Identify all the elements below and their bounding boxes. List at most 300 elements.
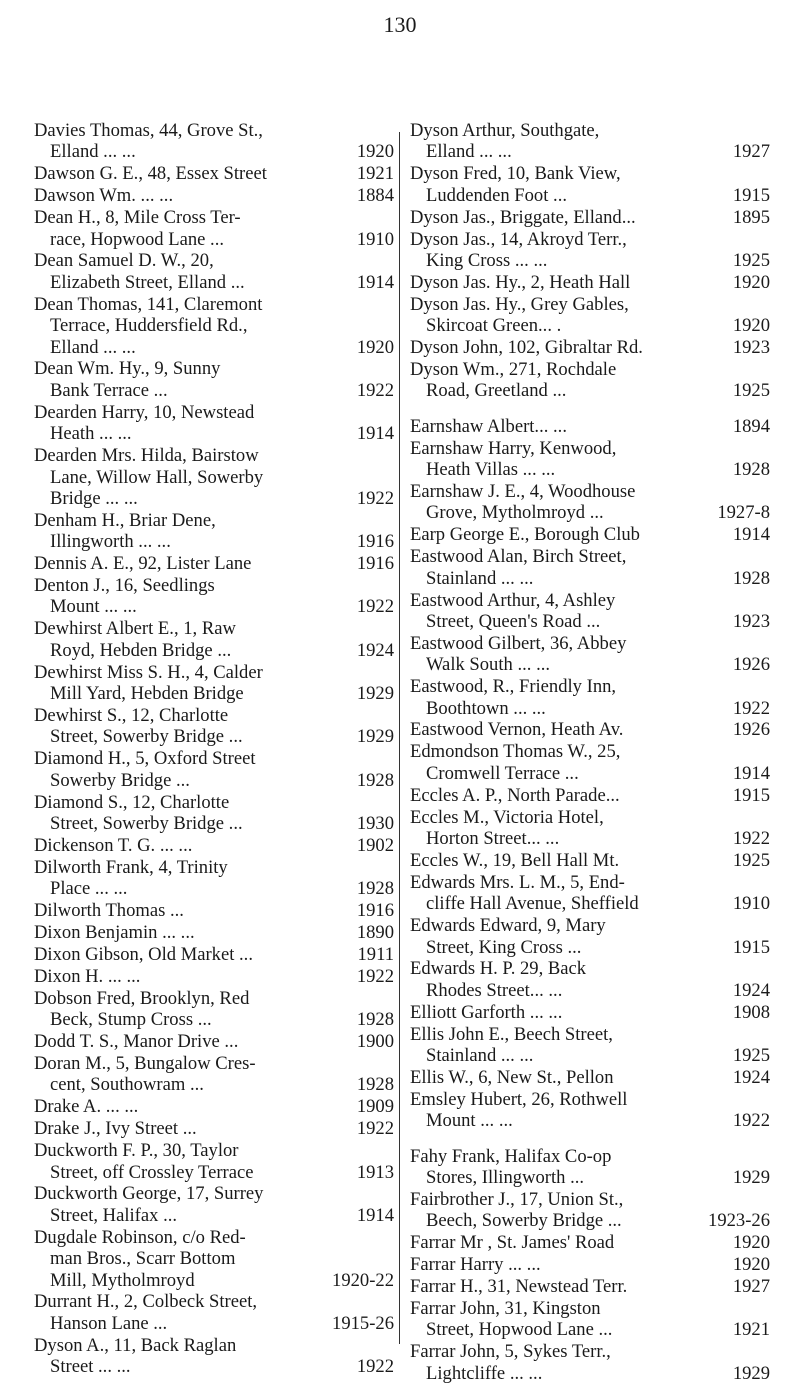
entry-text: Eccles W., 19, Bell Hall Mt. bbox=[410, 849, 620, 871]
directory-entry bbox=[34, 792, 394, 835]
directory-entry bbox=[34, 944, 394, 965]
entry-line bbox=[410, 359, 770, 380]
directory-entry bbox=[410, 1024, 770, 1067]
entry-text: Dawson G. E., 48, Essex Street bbox=[34, 163, 267, 185]
entry-text: Dawson Wm. ... ... bbox=[34, 185, 174, 207]
entry-year: 1927-8 bbox=[717, 502, 770, 524]
entry-line bbox=[34, 878, 394, 899]
entry-text: Illingworth ... ... bbox=[50, 531, 171, 553]
directory-entry bbox=[410, 1254, 770, 1275]
entry-line bbox=[410, 294, 770, 315]
entry-year: 1930 bbox=[356, 813, 394, 834]
entry-text: Elliott Garforth ... ... bbox=[410, 1001, 563, 1023]
directory-entry bbox=[410, 229, 770, 272]
entry-text: Denton J., 16, Seedlings bbox=[34, 575, 215, 597]
entry-line bbox=[410, 1232, 770, 1253]
entry-line bbox=[410, 1045, 770, 1066]
entry-line bbox=[410, 481, 770, 502]
entry-year: 1915 bbox=[732, 784, 770, 806]
directory-entry bbox=[34, 1053, 394, 1096]
directory-entry bbox=[410, 872, 770, 915]
directory-entry bbox=[410, 1341, 770, 1384]
entry-line bbox=[34, 900, 394, 921]
entry-text: race, Hopwood Lane ... bbox=[50, 228, 224, 250]
directory-entry bbox=[410, 958, 770, 1001]
entry-text: Farrar John, 31, Kingston bbox=[410, 1298, 601, 1320]
entry-text: Royd, Hebden Bridge ... bbox=[50, 639, 232, 661]
entry-line bbox=[410, 416, 770, 437]
entry-line bbox=[34, 640, 394, 661]
entry-year: 1921 bbox=[356, 163, 394, 185]
entry-text: Dyson Arthur, Southgate, bbox=[410, 120, 600, 141]
entry-line bbox=[34, 1356, 394, 1377]
directory-entry bbox=[410, 294, 770, 337]
entry-text: Dixon H. ... ... bbox=[34, 965, 141, 987]
entry-text: Dyson Jas. Hy., Grey Gables, bbox=[410, 293, 629, 315]
entry-line bbox=[34, 315, 394, 336]
entry-year: 1929 bbox=[356, 683, 394, 705]
directory-entry bbox=[34, 900, 394, 921]
entry-text: cliffe Hall Avenue, Sheffield bbox=[426, 893, 639, 915]
entry-text: Dyson Wm., 271, Rochdale bbox=[410, 358, 617, 380]
directory-entry bbox=[34, 1096, 394, 1117]
entry-line bbox=[410, 785, 770, 806]
directory-entry bbox=[410, 1146, 770, 1189]
directory-entry bbox=[410, 359, 770, 402]
entry-year: 1914 bbox=[732, 524, 770, 546]
entry-year: 1920 bbox=[732, 1232, 770, 1254]
entry-line bbox=[34, 531, 394, 552]
entry-year: 1915 bbox=[732, 184, 770, 206]
entry-year: 1915-26 bbox=[332, 1312, 394, 1334]
entry-line bbox=[34, 1313, 394, 1334]
entry-year: 1927 bbox=[732, 1276, 770, 1298]
entry-text: Dearden Mrs. Hilda, Bairstow bbox=[34, 445, 259, 467]
entry-line bbox=[34, 294, 394, 315]
entry-text: Farrar John, 5, Sykes Terr., bbox=[410, 1341, 611, 1363]
entry-line bbox=[410, 980, 770, 1001]
entry-line bbox=[34, 207, 394, 228]
entry-line bbox=[410, 337, 770, 358]
entry-text: Grove, Mytholmroyd ... bbox=[426, 502, 604, 524]
entry-text: Dyson Jas. Hy., 2, Heath Hall bbox=[410, 271, 631, 293]
page-number: 130 bbox=[383, 12, 417, 37]
entry-text: Lane, Willow Hall, Sowerby bbox=[50, 466, 264, 488]
entry-year: 1928 bbox=[356, 878, 394, 900]
entry-year: 1925 bbox=[732, 1045, 770, 1067]
entry-year: 1929 bbox=[732, 1362, 770, 1384]
entry-text: Beck, Stump Cross ... bbox=[50, 1009, 212, 1031]
directory-entry bbox=[34, 618, 394, 661]
entry-text: Ellis John E., Beech Street, bbox=[410, 1023, 613, 1045]
entry-line bbox=[34, 185, 394, 206]
directory-entry bbox=[34, 748, 394, 791]
entry-line bbox=[410, 163, 770, 184]
entry-year: 1894 bbox=[732, 415, 770, 437]
entry-text: Edmondson Thomas W., 25, bbox=[410, 741, 621, 763]
directory-entry bbox=[410, 915, 770, 958]
entry-text: Dodd T. S., Manor Drive ... bbox=[34, 1031, 239, 1053]
entry-text: Lightcliffe ... ... bbox=[426, 1362, 543, 1384]
entry-line bbox=[410, 272, 770, 293]
entry-year: 1910 bbox=[732, 893, 770, 915]
entry-year: 1916 bbox=[356, 553, 394, 575]
directory-entry bbox=[34, 163, 394, 184]
entry-line bbox=[410, 1110, 770, 1131]
entry-year: 1913 bbox=[356, 1161, 394, 1183]
entry-year: 1922 bbox=[732, 1110, 770, 1132]
directory-entry bbox=[410, 590, 770, 633]
entry-line bbox=[34, 726, 394, 747]
entry-year: 1920 bbox=[356, 141, 394, 163]
entry-line bbox=[410, 590, 770, 611]
entry-year: 1914 bbox=[356, 423, 394, 445]
entry-line bbox=[34, 380, 394, 401]
entry-line bbox=[34, 857, 394, 878]
entry-year: 1920-22 bbox=[332, 1269, 394, 1291]
directory-entry bbox=[410, 1276, 770, 1297]
entry-line bbox=[34, 467, 394, 488]
entry-line bbox=[34, 1118, 394, 1139]
entry-line bbox=[410, 1167, 770, 1188]
entry-line bbox=[410, 763, 770, 784]
entry-text: Dewhirst Miss S. H., 4, Calder bbox=[34, 661, 263, 683]
entry-year: 1914 bbox=[732, 762, 770, 784]
entry-line bbox=[410, 654, 770, 675]
entry-line bbox=[410, 633, 770, 654]
entry-text: Earp George E., Borough Club bbox=[410, 524, 640, 546]
directory-entry bbox=[34, 988, 394, 1031]
entry-line bbox=[410, 937, 770, 958]
entry-year: 1922 bbox=[356, 487, 394, 509]
entry-line bbox=[410, 1363, 770, 1384]
entry-text: Place ... ... bbox=[50, 878, 128, 900]
entry-text: Mill, Mytholmroyd bbox=[50, 1269, 195, 1291]
directory-entry bbox=[410, 1089, 770, 1132]
directory-entry bbox=[34, 185, 394, 206]
entry-line bbox=[34, 575, 394, 596]
entry-line bbox=[34, 553, 394, 574]
entry-text: Street, Hopwood Lane ... bbox=[426, 1319, 613, 1341]
entry-text: Luddenden Foot ... bbox=[426, 184, 567, 206]
entry-line bbox=[34, 835, 394, 856]
entry-text: Dean Wm. Hy., 9, Sunny bbox=[34, 358, 221, 380]
entry-text: Diamond S., 12, Charlotte bbox=[34, 791, 230, 813]
entry-line bbox=[34, 1009, 394, 1030]
entry-text: Dennis A. E., 92, Lister Lane bbox=[34, 553, 252, 575]
entry-year: 1922 bbox=[356, 1118, 394, 1140]
entry-line bbox=[410, 1254, 770, 1275]
entry-text: Dean Samuel D. W., 20, bbox=[34, 250, 214, 272]
entry-text: Street, Sowerby Bridge ... bbox=[50, 813, 243, 834]
entry-year: 1902 bbox=[356, 834, 394, 856]
entry-line bbox=[410, 1089, 770, 1110]
entry-year: 1928 bbox=[732, 459, 770, 481]
entry-year: 1926 bbox=[732, 654, 770, 676]
entry-line bbox=[410, 915, 770, 936]
entry-year: 1927 bbox=[732, 141, 770, 163]
entry-year: 1925 bbox=[732, 249, 770, 271]
entry-year: 1920 bbox=[732, 271, 770, 293]
entry-text: Mount ... ... bbox=[50, 596, 137, 618]
entry-text: Edwards Mrs. L. M., 5, End- bbox=[410, 871, 625, 893]
entry-text: Elizabeth Street, Elland ... bbox=[50, 271, 245, 293]
entry-year: 1916 bbox=[356, 900, 394, 922]
entry-year: 1925 bbox=[732, 380, 770, 402]
entry-line bbox=[34, 445, 394, 466]
entry-text: Cromwell Terrace ... bbox=[426, 762, 579, 784]
entry-line bbox=[34, 662, 394, 683]
entry-year: 1921 bbox=[732, 1319, 770, 1341]
entry-line bbox=[410, 1298, 770, 1319]
directory-entry bbox=[410, 850, 770, 871]
entry-text: Eastwood Gilbert, 36, Abbey bbox=[410, 632, 627, 654]
entry-text: Skircoat Green... . bbox=[426, 315, 562, 337]
entry-text: Dilworth Frank, 4, Trinity bbox=[34, 856, 228, 878]
entry-line bbox=[34, 705, 394, 726]
entry-line bbox=[410, 250, 770, 271]
directory-entry bbox=[34, 835, 394, 856]
entry-line bbox=[410, 1319, 770, 1340]
entry-line bbox=[410, 502, 770, 523]
directory-entry bbox=[34, 1335, 394, 1378]
entry-line bbox=[410, 459, 770, 480]
entry-year: 1908 bbox=[732, 1001, 770, 1023]
entry-line bbox=[410, 719, 770, 740]
directory-entry bbox=[410, 163, 770, 206]
entry-line bbox=[410, 438, 770, 459]
entry-line bbox=[410, 1067, 770, 1088]
entry-text: Elland ... ... bbox=[426, 141, 512, 163]
entry-text: Dyson A., 11, Back Raglan bbox=[34, 1334, 237, 1356]
directory-entry bbox=[410, 785, 770, 806]
entry-line bbox=[410, 207, 770, 228]
directory-entry bbox=[410, 438, 770, 481]
entry-line bbox=[34, 1140, 394, 1161]
entry-line bbox=[410, 698, 770, 719]
entry-text: Horton Street... ... bbox=[426, 828, 560, 849]
column-divider bbox=[399, 132, 400, 1344]
directory-entry bbox=[410, 546, 770, 589]
entry-year: 1924 bbox=[732, 1066, 770, 1088]
entry-year: 1928 bbox=[356, 769, 394, 791]
entry-line bbox=[410, 850, 770, 871]
entry-year: 1915 bbox=[732, 936, 770, 958]
directory-entry bbox=[34, 966, 394, 987]
directory-entry bbox=[34, 120, 394, 163]
entry-line bbox=[34, 922, 394, 943]
entry-line bbox=[34, 813, 394, 834]
entry-year: 1929 bbox=[356, 726, 394, 748]
entry-line bbox=[34, 1183, 394, 1204]
entry-line bbox=[410, 380, 770, 401]
entry-line bbox=[410, 141, 770, 162]
entry-line bbox=[410, 828, 770, 849]
directory-entry bbox=[34, 1291, 394, 1334]
entry-line bbox=[34, 229, 394, 250]
entry-text: Stores, Illingworth ... bbox=[426, 1167, 585, 1189]
entry-text: Road, Greetland ... bbox=[426, 380, 567, 402]
entry-text: Dixon Gibson, Old Market ... bbox=[34, 943, 253, 965]
directory-entry bbox=[410, 633, 770, 676]
entry-line bbox=[34, 1053, 394, 1074]
directory-entry bbox=[410, 719, 770, 740]
entry-line bbox=[34, 1074, 394, 1095]
directory-entry bbox=[34, 857, 394, 900]
entry-year: 1922 bbox=[356, 965, 394, 987]
directory-entry bbox=[34, 1227, 394, 1291]
entry-line bbox=[410, 1002, 770, 1023]
entry-year: 1925 bbox=[732, 849, 770, 871]
entry-line bbox=[34, 1227, 394, 1248]
entry-text: Eastwood Alan, Birch Street, bbox=[410, 546, 627, 568]
directory-entry bbox=[410, 1189, 770, 1232]
entry-line bbox=[410, 958, 770, 979]
entry-year: 1922 bbox=[356, 596, 394, 618]
entry-text: Hanson Lane ... bbox=[50, 1312, 168, 1334]
entry-text: Street, King Cross ... bbox=[426, 936, 582, 958]
directory-entry bbox=[410, 1002, 770, 1023]
entry-year: 1922 bbox=[356, 379, 394, 401]
entry-year: 1929 bbox=[732, 1167, 770, 1189]
entry-line bbox=[34, 596, 394, 617]
entry-line bbox=[34, 337, 394, 358]
entry-line bbox=[34, 250, 394, 271]
entry-line bbox=[410, 120, 770, 141]
directory-entry bbox=[34, 553, 394, 574]
entry-text: Dobson Fred, Brooklyn, Red bbox=[34, 987, 250, 1009]
entry-line bbox=[410, 185, 770, 206]
entry-line bbox=[410, 1341, 770, 1362]
entry-text: Eastwood Arthur, 4, Ashley bbox=[410, 589, 616, 611]
entry-year: 1928 bbox=[732, 567, 770, 589]
entry-text: King Cross ... ... bbox=[426, 249, 548, 271]
entry-text: Dilworth Thomas ... bbox=[34, 900, 184, 922]
directory-entry bbox=[34, 207, 394, 250]
entry-line bbox=[34, 163, 394, 184]
entry-line bbox=[410, 229, 770, 250]
entry-line bbox=[410, 568, 770, 589]
entry-text: Dewhirst S., 12, Charlotte bbox=[34, 704, 229, 726]
entry-text: Street, Queen's Road ... bbox=[426, 610, 601, 632]
entry-text: Dearden Harry, 10, Newstead bbox=[34, 401, 255, 423]
entry-line bbox=[34, 944, 394, 965]
directory-entry bbox=[34, 705, 394, 748]
entry-text: Duckworth F. P., 30, Taylor bbox=[34, 1140, 239, 1162]
directory-entry bbox=[410, 807, 770, 850]
entry-line bbox=[410, 1024, 770, 1045]
directory-entry bbox=[410, 337, 770, 358]
entry-text: Ellis W., 6, New St., Pellon bbox=[410, 1066, 614, 1088]
entry-line bbox=[410, 807, 770, 828]
entry-text: Mount ... ... bbox=[426, 1110, 513, 1132]
entry-line bbox=[34, 1205, 394, 1226]
entry-text: Eccles A. P., North Parade... bbox=[410, 784, 620, 806]
entry-text: Dugdale Robinson, c/o Red- bbox=[34, 1226, 246, 1248]
entry-line bbox=[410, 611, 770, 632]
entry-line bbox=[34, 1096, 394, 1117]
entry-year: 1926 bbox=[732, 719, 770, 741]
entry-line bbox=[410, 893, 770, 914]
entry-text: Davies Thomas, 44, Grove St., bbox=[34, 120, 263, 141]
directory-entry bbox=[410, 1298, 770, 1341]
entry-text: Heath Villas ... ... bbox=[426, 459, 556, 481]
entry-text: Diamond H., 5, Oxford Street bbox=[34, 748, 256, 770]
entry-text: Street, off Crossley Terrace bbox=[50, 1161, 254, 1183]
entry-text: Boothtown ... ... bbox=[426, 697, 546, 719]
entry-year: 1923 bbox=[732, 610, 770, 632]
entry-text: Street, Sowerby Bridge ... bbox=[50, 726, 243, 748]
entry-text: Dyson John, 102, Gibraltar Rd. bbox=[410, 337, 643, 359]
entry-line bbox=[34, 120, 394, 141]
directory-entry bbox=[410, 272, 770, 293]
entry-text: Dewhirst Albert E., 1, Raw bbox=[34, 618, 236, 640]
directory-entry bbox=[410, 207, 770, 228]
right-column bbox=[410, 120, 770, 1385]
directory-entry bbox=[34, 358, 394, 401]
directory-entry bbox=[34, 250, 394, 293]
entry-text: Denham H., Briar Dene, bbox=[34, 509, 216, 531]
entry-year: 1920 bbox=[732, 315, 770, 337]
entry-text: Farrar Harry ... ... bbox=[410, 1254, 541, 1276]
entry-year: 1924 bbox=[356, 639, 394, 661]
entry-text: Street, Halifax ... bbox=[50, 1204, 178, 1226]
entry-text: Fahy Frank, Halifax Co-op bbox=[410, 1145, 612, 1167]
entry-line bbox=[34, 488, 394, 509]
directory-entry bbox=[34, 922, 394, 943]
directory-entry bbox=[410, 524, 770, 545]
entry-text: Sowerby Bridge ... bbox=[50, 769, 190, 791]
directory-entry bbox=[34, 575, 394, 618]
entry-line bbox=[34, 770, 394, 791]
entry-line bbox=[410, 546, 770, 567]
entry-text: Eastwood, R., Friendly Inn, bbox=[410, 676, 617, 698]
entry-text: Stainland ... ... bbox=[426, 1045, 534, 1067]
entry-year: 1909 bbox=[356, 1096, 394, 1118]
entry-text: Rhodes Street... ... bbox=[426, 979, 563, 1001]
directory-entry bbox=[34, 1140, 394, 1183]
entry-line bbox=[410, 1146, 770, 1167]
directory-entry bbox=[34, 1118, 394, 1139]
directory-entry bbox=[34, 1183, 394, 1226]
directory-entry bbox=[34, 445, 394, 509]
entry-text: Street ... ... bbox=[50, 1356, 131, 1378]
entry-text: Farrar H., 31, Newstead Terr. bbox=[410, 1276, 628, 1298]
entry-text: Dyson Jas., Briggate, Elland... bbox=[410, 206, 636, 228]
entry-line bbox=[34, 618, 394, 639]
entry-line bbox=[34, 792, 394, 813]
directory-entry bbox=[410, 676, 770, 719]
directory-entry bbox=[410, 120, 770, 163]
entry-line bbox=[410, 315, 770, 336]
entry-text: Mill Yard, Hebden Bridge bbox=[50, 683, 244, 705]
entry-line bbox=[410, 741, 770, 762]
entry-text: Fairbrother J., 17, Union St., bbox=[410, 1189, 624, 1210]
entry-text: man Bros., Scarr Bottom bbox=[50, 1248, 236, 1270]
entry-year: 1914 bbox=[356, 1204, 394, 1226]
entry-line bbox=[34, 358, 394, 379]
entry-text: Eastwood Vernon, Heath Av. bbox=[410, 719, 624, 741]
entry-line bbox=[410, 1276, 770, 1297]
left-column bbox=[34, 120, 394, 1378]
entry-line bbox=[34, 1270, 394, 1291]
entry-line bbox=[34, 966, 394, 987]
directory-entry bbox=[410, 1232, 770, 1253]
entry-year: 1911 bbox=[357, 943, 394, 965]
directory-entry bbox=[34, 1031, 394, 1052]
entry-text: Dean Thomas, 141, Claremont bbox=[34, 293, 263, 315]
entry-text: Terrace, Huddersfield Rd., bbox=[50, 315, 248, 337]
